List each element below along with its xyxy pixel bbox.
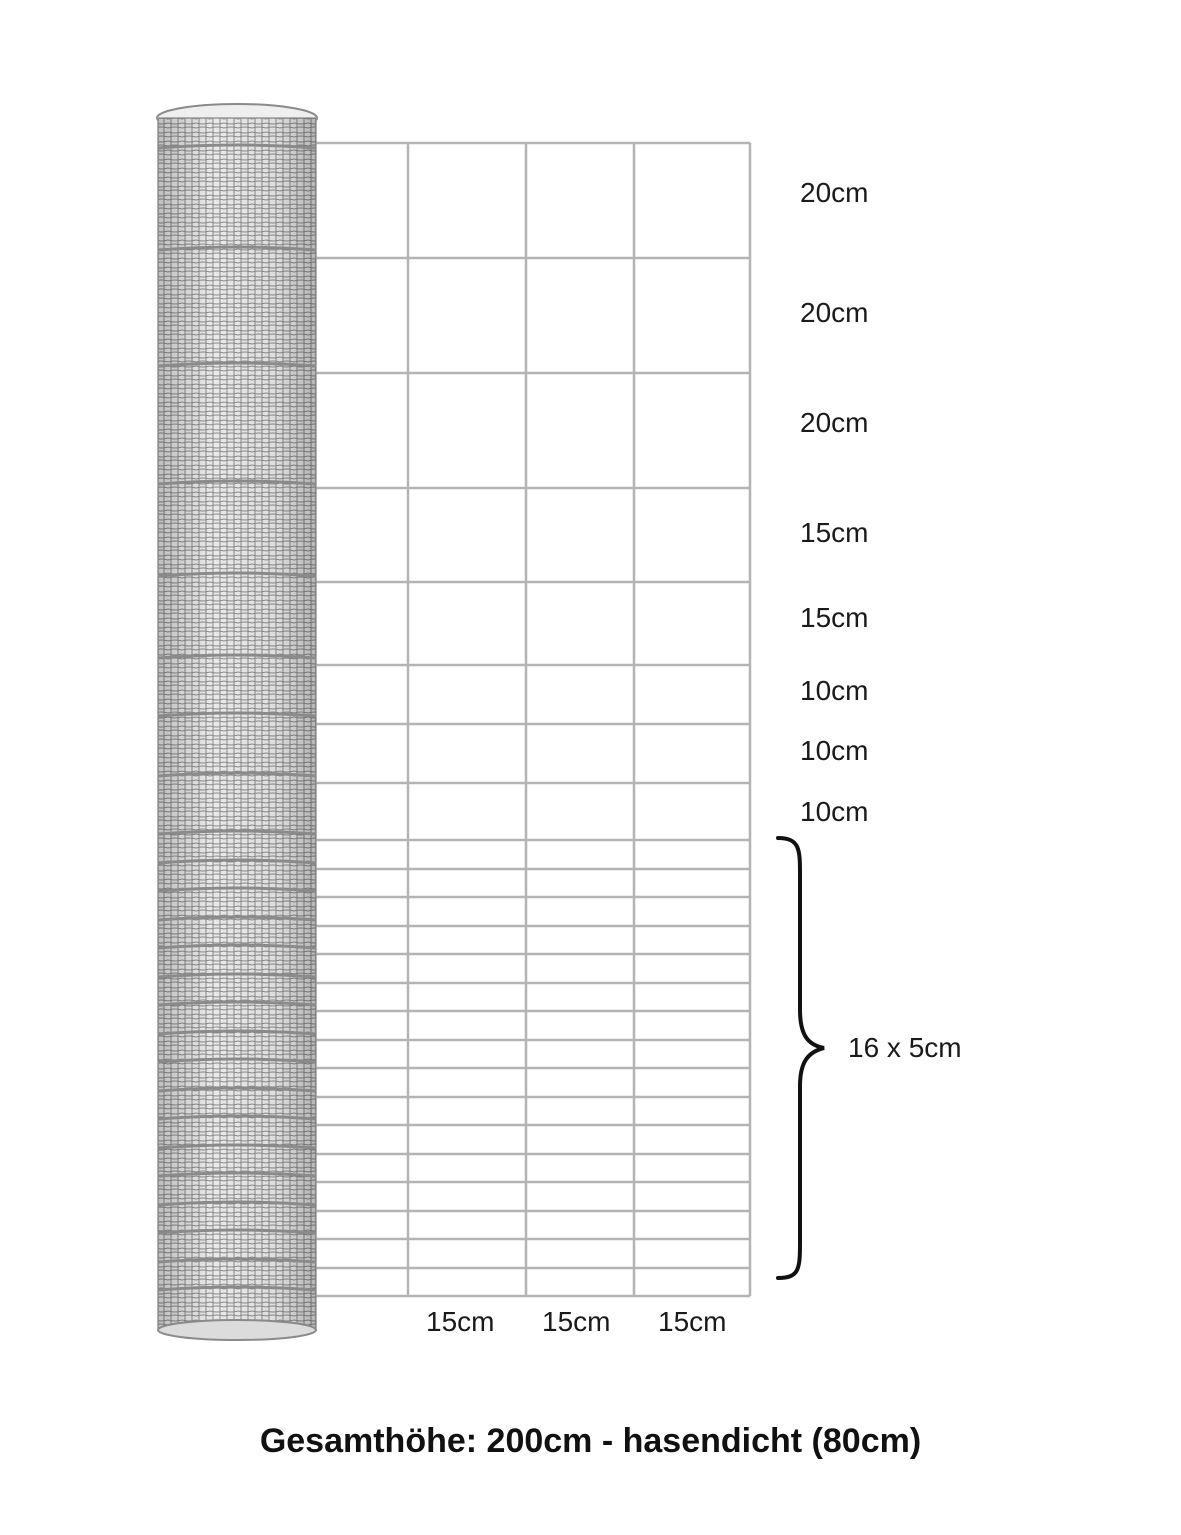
row-label: 20cm	[800, 297, 869, 328]
row-label: 10cm	[800, 796, 869, 827]
total-height-caption: Gesamthöhe: 200cm - hasendicht (80cm)	[259, 1422, 922, 1460]
row-label: 15cm	[800, 602, 869, 633]
row-label: 20cm	[800, 407, 869, 438]
column-label: 15cm	[542, 1306, 611, 1337]
column-label: 15cm	[658, 1306, 727, 1337]
wire-fence-roll-icon	[157, 104, 317, 1340]
column-label: 15cm	[426, 1306, 495, 1337]
row-label: 15cm	[800, 517, 869, 548]
curly-brace-icon	[778, 838, 824, 1278]
row-label: 20cm	[800, 177, 869, 208]
fence-grid	[312, 143, 750, 1296]
row-label: 10cm	[800, 735, 869, 766]
group-label: 16 x 5cm	[848, 1032, 962, 1063]
row-label: 10cm	[800, 675, 869, 706]
